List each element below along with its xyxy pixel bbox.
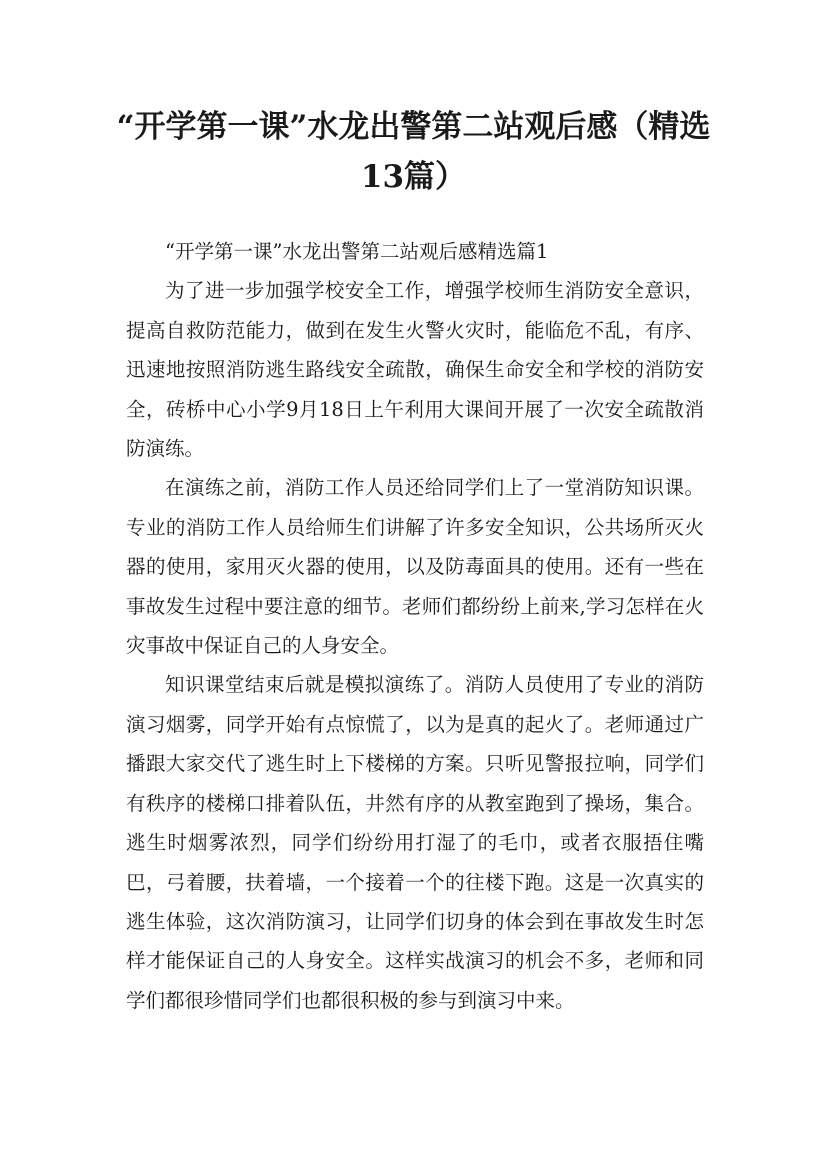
document-body <box>126 232 704 1020</box>
paragraph-1: 为了进一步加强学校安全工作，增强学校师生消防安全意识，提高自救防范能力，做到在发生火警火灾时，能临危不乱，有序、迅速地按照消防逃生路线安全疏散，确保生命安全和学校的消防安全，砖桥中心小学9月18日上午利用大课间开展了一次安全疏散消防演练。 <box>126 279 704 461</box>
section-heading: “开学第一课”水龙出警第二站观后感精选篇1 <box>165 240 549 263</box>
document-title: “开学第一课”水龙出警第二站观后感（精选13篇） <box>116 109 711 195</box>
paragraph-2: 在演练之前，消防工作人员还给同学们上了一堂消防知识课。专业的消防工作人员给师生们讲解了许多安全知识，公共场所灭火器的使用，家用灭火器的使用，以及防毒面具的使用。还有一些在事故发生过程中要注意的细节。老师们都纷纷上前来,学习怎样在火灾事故中保证自己的人身安全。 <box>126 476 704 658</box>
paragraph-3: 知识课堂结束后就是模拟演练了。消防人员使用了专业的消防演习烟雾，同学开始有点惊慌了，以为是真的起火了。老师通过广播跟大家交代了逃生时上下楼梯的方案。只听见警报拉响，同学们有秩序的楼梯口排着队伍，井然有序的从教室跑到了操场，集合。逃生时烟雾浓烈，同学们纷纷用打湿了的毛巾，或者衣服捂住嘴巴，弓着腰，扶着墙，一个接着一个的往楼下跑。这是一次真实的逃生体验，这次消防演习，让同学们切身的体会到在事故发生时怎样才能保证自己的人身安全。这样实战演习的机会不多，老师和同学们都很珍惜同学们也都很积极的参与到演习中来。 <box>126 673 704 1012</box>
